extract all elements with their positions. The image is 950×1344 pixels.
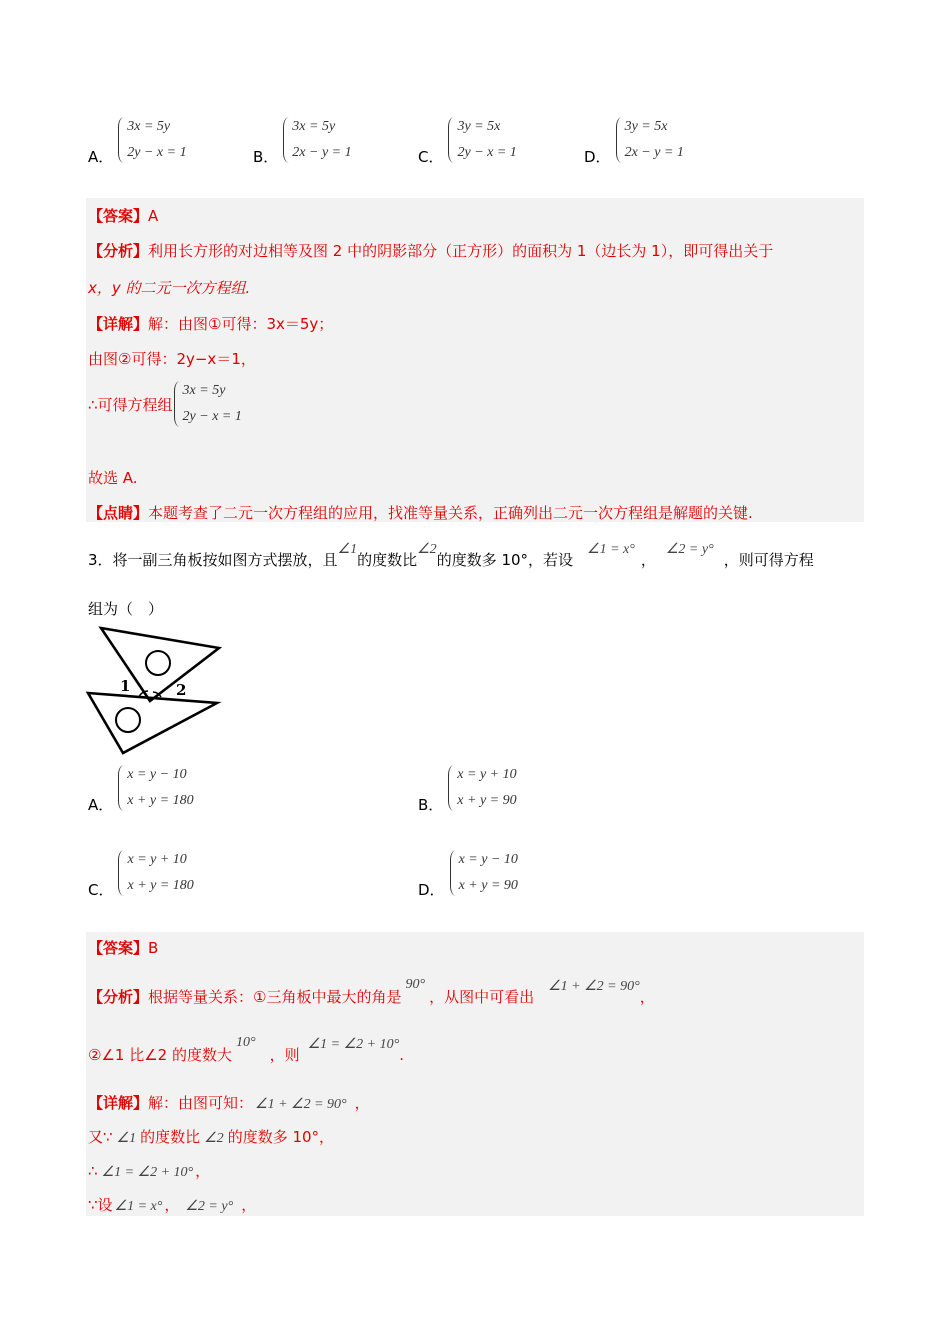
q2-detail-line-1 [88,313,333,334]
option-label: C． [418,148,444,166]
equation-line: x = y − 10 [127,767,187,782]
equation-line: 2x − y = 1 [292,145,352,160]
option-label: A． [88,148,114,166]
equation-system [173,378,242,430]
upper-triangle-hole [146,651,170,675]
q3-detail-line-2 [88,1126,334,1147]
math-expression: ∠1 = x° [114,1199,163,1214]
equation-line: 3y = 5x [457,119,501,134]
math-expression: ∠1 = x° [587,542,635,557]
detail-text: ∴ [88,1162,98,1180]
lower-triangle [88,693,217,753]
upper-triangle [101,628,219,701]
analysis-text: 利用长方形的对边相等及图 2 中的阴影部分（正方形）的面积为 1（边长为 1），即可得出关于 [148,242,774,260]
q2-answer-line [88,205,158,226]
detail-text: ∴可得方程组 [88,395,173,414]
q2-option-d[interactable] [584,114,684,166]
math-angle: ∠1 [337,542,358,557]
equation-system [282,114,351,166]
equation-line: 3x = 5y [292,119,336,134]
equation-system [117,762,193,814]
equation-line: x = y − 10 [458,852,518,867]
angle-1-label: 1 [120,677,131,695]
equation-system [449,847,518,899]
math-expression: ∠1 = ∠2 + 10° [307,1037,400,1052]
equation-line: x + y = 180 [127,793,194,808]
q2-conclusion [88,467,138,488]
math-expression: ∠2 = y° [665,542,714,557]
option-label: D． [418,881,445,899]
option-label: D． [584,148,611,166]
equation-line: 3x = 5y [127,119,171,134]
math-angle: ∠2 [417,542,437,557]
q3-option-b[interactable] [418,762,517,814]
detail-tag: 【详解】 [88,1094,149,1112]
q2-option-a[interactable] [88,114,187,166]
detail-text: ， [354,1094,370,1112]
set-squares-figure [86,626,222,758]
detail-text: ， [164,1196,180,1214]
q2-detail-line-2 [88,348,256,369]
equation-line: x + y = 90 [457,793,517,808]
analysis-text: 根据等量关系：①三角板中最大的角是 [148,988,402,1006]
stem-text: 组为（ ） [88,600,164,618]
q3-detail-line-1 [88,1092,370,1113]
math-expression: 10° [235,1035,256,1050]
equation-system [117,847,193,899]
detail-tag: 【详解】 [88,315,149,333]
analysis-tag: 【分析】 [88,988,149,1006]
math-expression: 90° [405,977,426,992]
math-angle: ∠1 [116,1131,137,1146]
q2-analysis-line-2 [88,277,250,298]
answer-value: B [148,939,159,957]
equation-line: x = y + 10 [127,852,187,867]
detail-text: ， [195,1162,211,1180]
detail-text: 又∵ [88,1128,113,1146]
option-label: C． [88,881,114,899]
option-label: B． [418,796,444,814]
analysis-text: ②∠1 比∠2 的度数大 [88,1046,232,1064]
math-expression: ∠1 + ∠2 = 90° [548,979,640,994]
angle-2-label: 2 [176,681,187,699]
math-expression: ∠1 = ∠2 + 10° [101,1165,194,1180]
q3-detail-line-4 [88,1194,256,1215]
analysis-tag: 【分析】 [88,242,149,260]
q2-comment-line [88,502,753,523]
comment-tag: 【点睛】 [88,504,149,522]
analysis-text: ，则 [269,1046,300,1064]
equation-line: 2y − x = 1 [127,145,187,160]
math-expression: ∠2 = y° [185,1199,234,1214]
equation-line: x + y = 90 [458,878,518,893]
q3-analysis-line-2 [88,1035,404,1065]
lower-triangle-hole [116,708,140,732]
detail-text: ， [241,1196,257,1214]
equation-line: 2y − x = 1 [182,409,242,424]
equation-line: x + y = 180 [127,878,194,893]
analysis-text: . [399,1046,404,1064]
detail-text: 的度数多 10°， [227,1128,335,1146]
q3-option-d[interactable] [418,847,518,899]
q3-answer-line [88,937,158,958]
equation-system [117,114,186,166]
q3-option-c[interactable] [88,847,194,899]
stem-text: ， [640,551,656,569]
analysis-text: x，y 的二元一次方程组. [88,279,251,297]
equation-system [447,762,516,814]
detail-text: 解：由图可知： [148,1094,254,1112]
option-label: B． [253,148,279,166]
q2-option-b[interactable] [253,114,352,166]
analysis-text: ，从图中可看出 [429,988,535,1006]
equation-line: 3x = 5y [182,383,226,398]
stem-text: 的度数比 [357,551,418,569]
detail-text: 的度数比 [140,1128,201,1146]
answer-value: A [148,207,159,225]
equation-line: 2y − x = 1 [457,145,517,160]
detail-text: ∵设 [88,1196,113,1214]
detail-text: 解：由图①可得：3x＝5y； [148,315,334,333]
stem-text: 的度数多 10°，若设 [436,551,574,569]
equation-line: 3y = 5x [624,119,668,134]
q3-stem-line-2 [88,598,163,619]
analysis-text: ， [639,988,655,1006]
option-label: A． [88,796,114,814]
equation-system [447,114,516,166]
q2-option-c[interactable] [418,114,517,166]
equation-system [615,114,684,166]
equation-line: x = y + 10 [457,767,517,782]
math-expression: ∠1 + ∠2 = 90° [255,1097,347,1112]
q3-stem-line-1 [88,542,814,570]
stem-text: 3．将一副三角板按如图方式摆放，且 [88,551,338,569]
math-angle: ∠2 [204,1131,224,1146]
q2-detail-line-3 [88,378,242,430]
comment-text: 本题考查了二元一次方程组的应用，找准等量关系，正确列出二元一次方程组是解题的关键. [148,504,753,522]
conclusion-text: 故选 A. [88,469,138,487]
stem-text: ，则可得方程 [723,551,814,569]
answer-tag: 【答案】 [88,939,149,957]
q3-option-a[interactable] [88,762,194,814]
q3-detail-line-3 [88,1160,210,1181]
detail-text: 由图②可得：2y−x＝1， [88,350,256,368]
equation-line: 2x − y = 1 [624,145,684,160]
answer-tag: 【答案】 [88,207,149,225]
q3-analysis-line-1 [88,977,655,1007]
q2-analysis-line [88,240,773,261]
